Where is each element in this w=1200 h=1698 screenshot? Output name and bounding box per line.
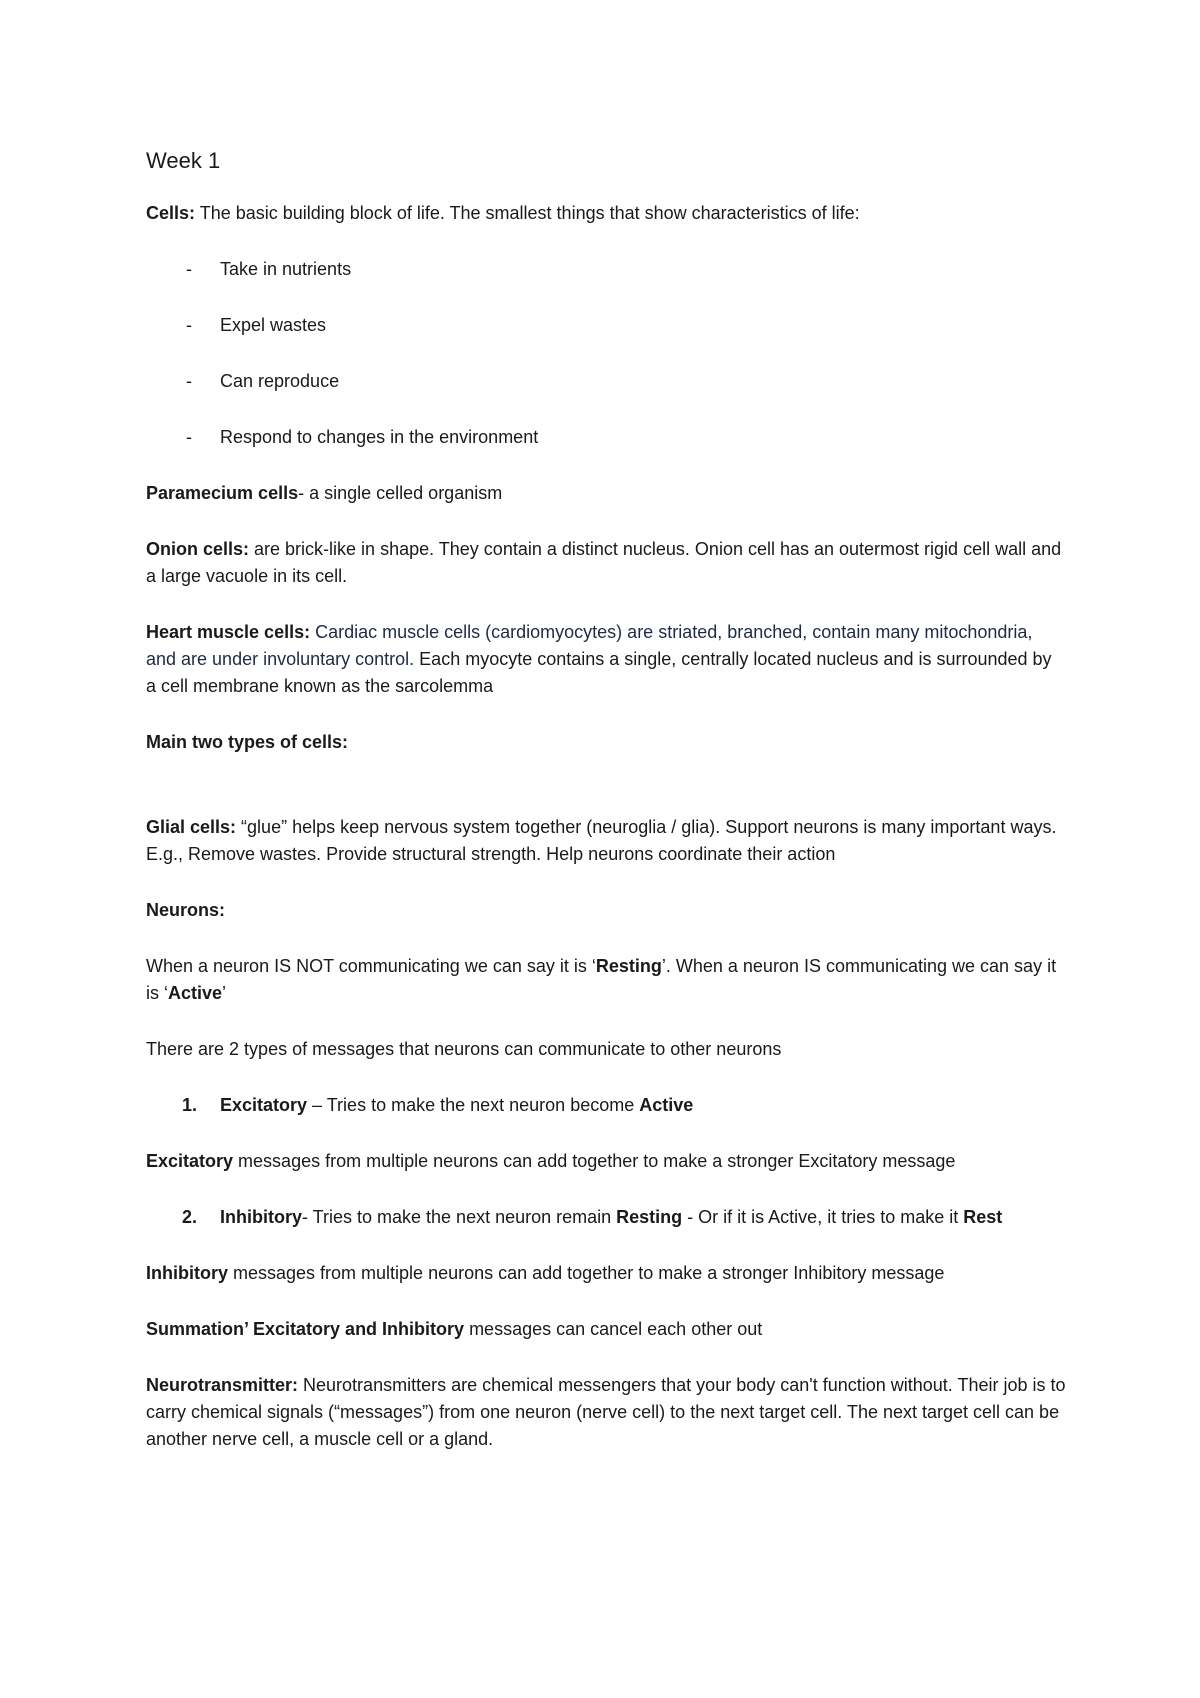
inhibitory-list-item <box>146 1204 1066 1231</box>
message-types-intro: There are 2 types of messages that neurons can communicate to other neurons <box>146 1039 782 1059</box>
main-types-heading <box>146 729 1066 756</box>
list-number: 2. <box>182 1207 198 1227</box>
excitatory-summation-paragraph <box>146 1148 1066 1175</box>
excitatory-sum-text: messages from multiple neurons can add together to make a stronger Excitatory message <box>233 1151 956 1171</box>
glial-paragraph <box>146 814 1066 868</box>
paramecium-paragraph <box>146 480 1066 507</box>
list-dash: - <box>186 427 192 447</box>
text-run: When a neuron IS NOT communicating we can say it is ‘ <box>146 956 596 976</box>
document-body <box>146 146 1066 1482</box>
list-dash: - <box>186 259 192 279</box>
inhibitory-term: Inhibitory <box>146 1263 228 1283</box>
list-dash: - <box>186 371 192 391</box>
resting-bold: Resting <box>616 1207 683 1227</box>
inhibitory-sum-text: messages from multiple neurons can add together to make a stronger Inhibitory message <box>228 1263 945 1283</box>
excitatory-text: – Tries to make the next neuron become <box>307 1095 640 1115</box>
inhibitory-term: Inhibitory <box>220 1207 302 1227</box>
cells-term: Cells: <box>146 203 196 223</box>
excitatory-term: Excitatory <box>220 1095 308 1115</box>
summation-term: Summation’ Excitatory and Inhibitory <box>146 1319 465 1339</box>
neurons-term: Neurons: <box>146 900 226 920</box>
neurotransmitter-text: Neurotransmitters are chemical messengers that your body can't function without. Their job is to carry chemical signals (“messages”) from one neuron (nerve cell) to the next target cell. The next target cell can be another nerve cell, a muscle cell or a gland. <box>146 1375 1066 1449</box>
list-item-text: Respond to changes in the environment <box>220 427 539 447</box>
list-item-text: Expel wastes <box>220 315 327 335</box>
page-title: Week 1 <box>146 148 221 173</box>
summation-paragraph <box>146 1316 1066 1343</box>
list-number: 1. <box>182 1095 198 1115</box>
neurotransmitter-term: Neurotransmitter: <box>146 1375 299 1395</box>
onion-text: are brick-like in shape. They contain a distinct nucleus. Onion cell has an outermost rigid cell wall and a large vacuole in its cell. <box>146 539 1062 586</box>
active-bold: Active <box>168 983 223 1003</box>
list-item <box>146 256 1066 283</box>
text-run: ’. When a neuron IS communicating we can say it is ‘ <box>146 956 1057 1003</box>
onion-paragraph <box>146 536 1066 590</box>
heart-term: Heart muscle cells: <box>146 622 311 642</box>
main-types-term: Main two types of cells: <box>146 732 349 752</box>
text-run: ’ <box>222 983 227 1003</box>
resting-active-paragraph <box>146 953 1066 1007</box>
excitatory-term: Excitatory <box>146 1151 234 1171</box>
heart-text-a: Cardiac muscle cells (cardiomyocytes) are striated, branched, contain many mitochondria, and are under involuntary control. <box>146 622 1033 669</box>
list-item <box>146 312 1066 339</box>
list-item-text: Can reproduce <box>220 371 340 391</box>
neurotransmitter-paragraph <box>146 1372 1066 1453</box>
glial-text: “glue” helps keep nervous system together (neuroglia / glia). Support neurons is many important ways. E.g., Remove wastes. Provide structural strength. Help neurons coordinate their action <box>146 817 1057 864</box>
list-item-text: Take in nutrients <box>220 259 352 279</box>
glial-term: Glial cells: <box>146 817 237 837</box>
heart-text-b: Each myocyte contains a single, centrally located nucleus and is surrounded by a cell membrane known as the sarcolemma <box>146 649 1052 696</box>
paramecium-text: - a single celled organism <box>298 483 503 503</box>
inhibitory-text-b: - Or if it is Active, it tries to make it <box>682 1207 964 1227</box>
list-dash: - <box>186 315 192 335</box>
blank-line <box>146 785 1066 814</box>
list-item <box>146 368 1066 395</box>
neurons-heading <box>146 897 1066 924</box>
resting-bold: Resting <box>595 956 662 976</box>
rest-bold: Rest <box>963 1207 1003 1227</box>
summation-text: messages can cancel each other out <box>464 1319 763 1339</box>
cells-text: The basic building block of life. The smallest things that show characteristics of life: <box>195 203 860 223</box>
active-bold: Active <box>639 1095 694 1115</box>
inhibitory-summation-paragraph <box>146 1260 1066 1287</box>
excitatory-list-item <box>146 1092 1066 1119</box>
inhibitory-text-a: - Tries to make the next neuron remain <box>302 1207 617 1227</box>
paramecium-term: Paramecium cells <box>146 483 299 503</box>
list-item <box>146 424 1066 451</box>
cells-definition <box>146 200 1066 227</box>
heart-paragraph <box>146 619 1066 700</box>
cell-characteristics-list <box>146 256 1066 451</box>
onion-term: Onion cells: <box>146 539 250 559</box>
